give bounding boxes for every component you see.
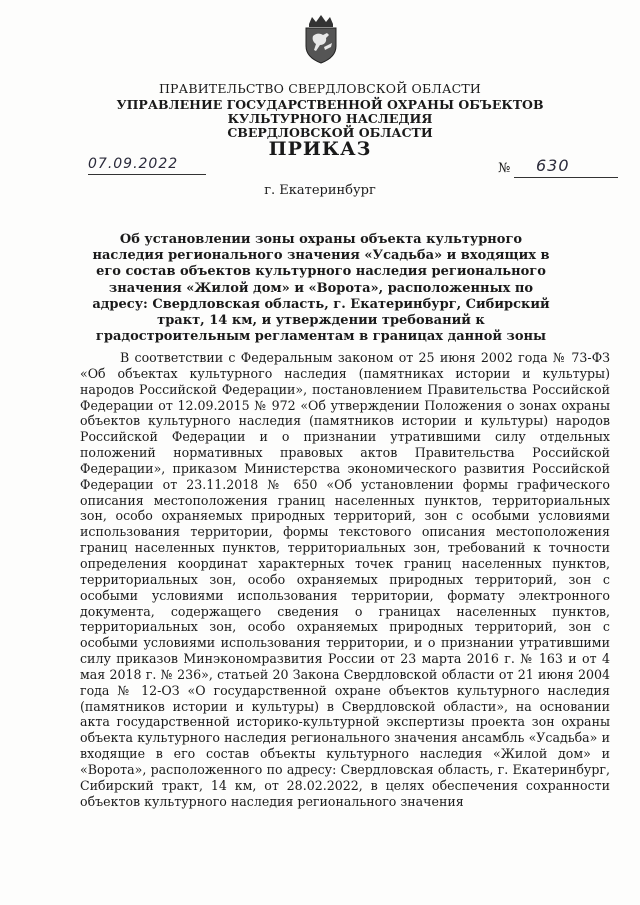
number-value: 630	[536, 156, 570, 175]
document-type: ПРИКАЗ	[268, 138, 372, 160]
number-underline	[514, 158, 618, 178]
department-line-1: УПРАВЛЕНИЕ ГОСУДАРСТВЕННОЙ ОХРАНЫ ОБЪЕКТОВ КУЛЬТУРНОГО НАСЛЕДИЯ	[116, 97, 544, 126]
city: г. Екатеринбург	[264, 183, 376, 198]
order-body: В соответствии с Федеральным законом от 25 июня 2002 года № 73-ФЗ «Об объектах культурного наследия (памятниках истории и культуры) народов Российской Федерации», постановлением Правительства Российской Федерации от 12.09.2015 № 972 «Об утверждении Положения о зонах охраны объектов культурного наследия (памятников истории и культуры) народов Российской Федерации и о признании утратившими силу отдельных положений нормативных правовых актов Правительства Российской Федерации», приказом Министерства экономического развития Российской Федерации от 23.11.2018 № 650 «Об установлении формы графического описания местоположения границ населенных пунктов, территориальных зон, особо охраняемых природных территорий, зон с особыми условиями использования территории, формы текстового описания местоположения границ населенных пунктов, территориальных зон, требований к точности определения координат характерных точек границ населенных пунктов, территориальных зон, особо охраняемых природных территорий, зон с особыми условиями использования территории, формату электронного документа, содержащего сведения о границах населенных пунктов, территориальных зон, особо охраняемых природных территорий, зон с особыми условиями использования территории, и о признании утратившими силу приказов Минэкономразвития России от 23 марта 2016 г. № 163 и от 4 мая 2018 г. № 236», статьей 20 Закона Свердловской области от 21 июня 2004 года № 12-ОЗ «О государственной охране объектов культурного наследия (памятников истории и культуры) в Свердловской области», на основании акта государственной историко-культурной экспертизы проекта зон охраны объекта культурного наследия регионального значения ансамбль «Усадьба» и входящие в его состав объекты культурного наследия «Жилой дом» и «Ворота», расположенного по адресу: Свердловская область, г. Екатеринбург, Сибирский тракт, 14 км, от 28.02.2022, в целях обеспечения сохранности объектов культурного наследия регионального значения	[80, 350, 610, 809]
number-sign: №	[498, 161, 511, 176]
order-date: 07.09.2022	[88, 156, 206, 175]
department-name	[80, 98, 580, 140]
department-line-2: СВЕРДЛОВСКОЙ ОБЛАСТИ	[227, 125, 433, 140]
coat-of-arms-icon	[302, 14, 340, 64]
government-name: ПРАВИТЕЛЬСТВО СВЕРДЛОВСКОЙ ОБЛАСТИ	[158, 81, 482, 96]
order-title: Об установлении зоны охраны объекта культурного наследия регионального значения «Усадьба» и входящих в его состав объектов культурного наследия регионального значения «Жилой дом» и «Ворота», расположенных по адресу: Свердловская область, г. Екатеринбург, Сибирский тракт, 14 км, и утверждении требований к градостроительным регламентам в границах данной зоны	[92, 232, 550, 345]
order-number	[498, 158, 620, 178]
